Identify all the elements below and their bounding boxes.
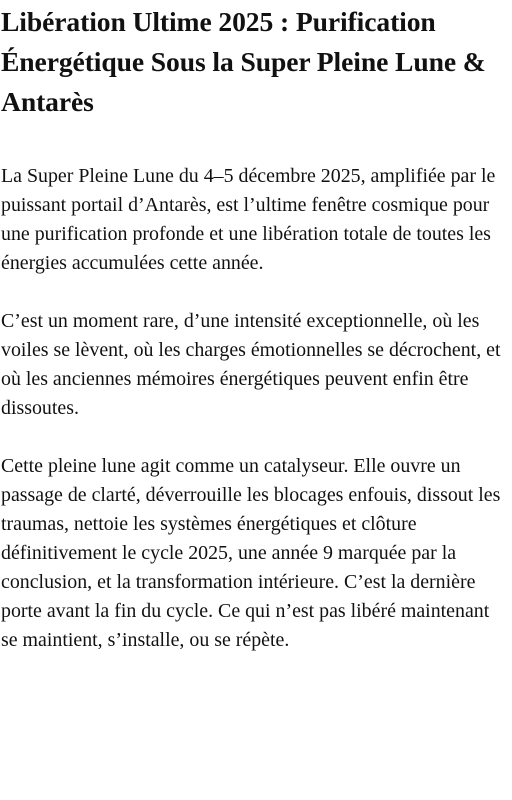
article-title: Libération Ultime 2025 : Purification Énergétique Sous la Super Pleine Lune & Antarès [1,6,486,117]
article-paragraph-2: C’est un moment rare, d’une intensité exceptionnelle, où les voiles se lèvent, où les charges émotionnelles se décrochent, et où les anciennes mémoires énergétiques peuvent enfin être dissoutes. [1,310,501,419]
article-paragraph-1: La Super Pleine Lune du 4–5 décembre 2025, amplifiée par le puissant portail d’Antarès, est l’ultime fenêtre cosmique pour une purification profonde et une libération totale de toutes les énergies accumulées cette année. [1,165,496,274]
article-paragraph-3: Cette pleine lune agit comme un catalyseur. Elle ouvre un passage de clarté, déverrouille les blocages enfouis, dissout les traumas, nettoie les systèmes énergétiques et clôture définitivement le cycle 2025, une année 9 marquée par la conclusion, et la transformation intérieure. C’est la dernière porte avant la fin du cycle. Ce qui n’est pas libéré maintenant se maintient, s’installe, ou se répète. [1,455,501,651]
